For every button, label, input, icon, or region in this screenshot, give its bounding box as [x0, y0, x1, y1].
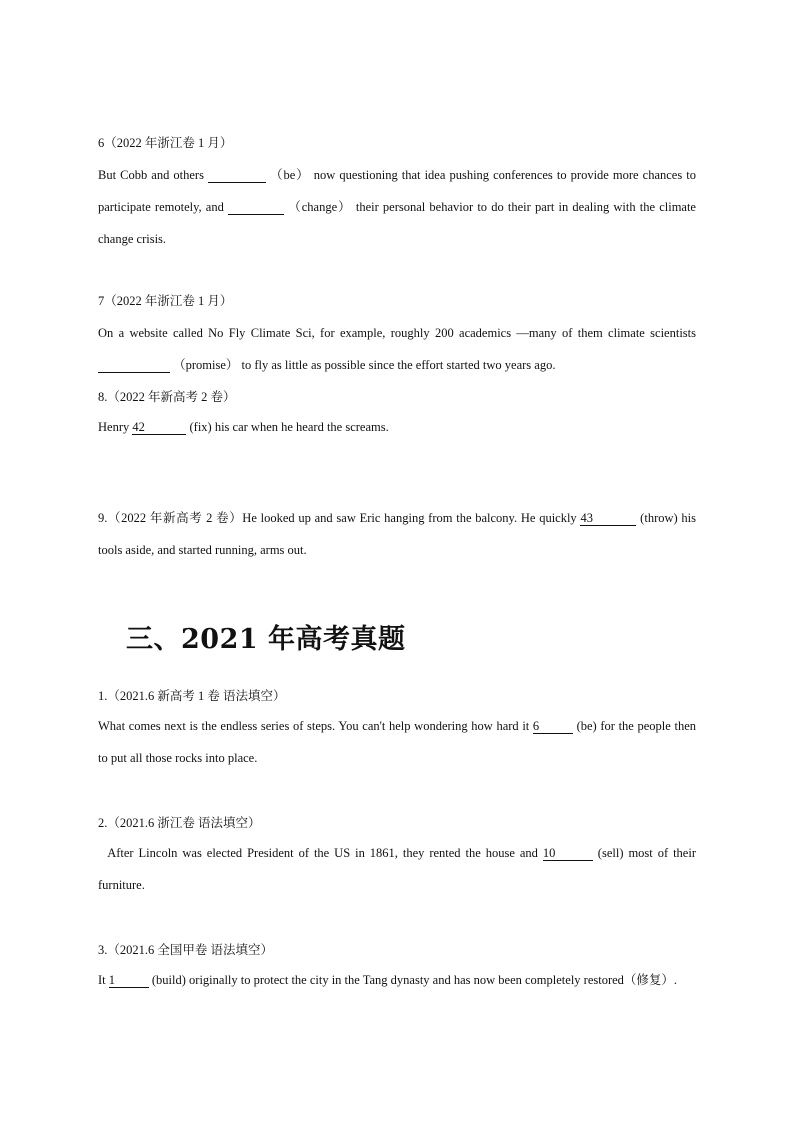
question-8-header: 8.（2022 年新高考 2 卷）: [98, 390, 236, 404]
question-2021-2-blank-1[interactable]: [543, 846, 593, 861]
question-7-text-1: On a website called No Fly Climate Sci, for example, roughly 200 academics —many of them climate scientists: [98, 326, 696, 340]
question-8-blank-1[interactable]: [132, 420, 186, 435]
question-9-text-2: (throw) his tools aside, and started running, arms out.: [98, 511, 697, 557]
section-title: 三、2021 年高考真题: [126, 624, 406, 655]
question-2021-3-text-2: (build) originally to protect the city in the Tang dynasty and has now been completely restored（修复）.: [148, 973, 678, 987]
question-2021-2: [98, 813, 696, 901]
question-9-text: [98, 502, 696, 566]
question-8-blank-1-value: 42: [132, 420, 145, 434]
question-2021-3: [98, 940, 696, 996]
question-9-blank-1[interactable]: [580, 511, 636, 526]
question-8-text-2: (fix) his car when he heard the screams.: [186, 420, 389, 434]
question-6-text: [98, 159, 696, 255]
question-7-text: [98, 317, 696, 381]
question-8-text: [98, 411, 696, 443]
question-6-header: 6（2022 年浙江卷 1 月）: [98, 136, 233, 150]
question-2021-3-text-1: It: [98, 973, 109, 987]
question-2021-1-text-2: (be) for the people then to put all those rocks into place.: [98, 719, 696, 765]
question-2021-2-text-1: After Lincoln was elected President of the US in 1861, they rented the house and: [98, 846, 543, 860]
question-2021-3-text: [98, 964, 696, 996]
question-9: [98, 502, 696, 566]
question-2021-3-blank-1-value: 1: [108, 973, 116, 987]
question-6-text-2: （be） now questioning that idea pushing conferences to provide more chances to participate remotely, and: [98, 168, 696, 214]
question-2021-3-header: 3.（2021.6 全国甲卷 语法填空）: [98, 943, 274, 957]
question-2021-1-text: [98, 710, 696, 774]
question-2021-1-blank-1[interactable]: [533, 719, 573, 734]
question-9-blank-1-value: 43: [580, 511, 593, 525]
question-6-text-3: （change） their personal behavior to do their part in dealing with the climate change crisis.: [98, 200, 696, 246]
question-6: [98, 133, 696, 255]
question-7: [98, 291, 696, 381]
question-2021-2-text-2: (sell) most of their furniture.: [98, 846, 696, 892]
question-6-blank-2[interactable]: [228, 200, 284, 215]
question-2021-2-text: [98, 837, 696, 901]
question-2021-2-blank-1-value: 10: [542, 846, 556, 860]
question-2021-1-blank-1-value: 6: [532, 719, 540, 733]
question-6-blank-1[interactable]: [208, 168, 266, 183]
question-2021-1: [98, 686, 696, 774]
question-2021-2-header: 2.（2021.6 浙江卷 语法填空）: [98, 816, 261, 830]
question-7-text-2: （promise） to fly as little as possible since the effort started two years ago.: [170, 358, 556, 372]
question-2021-3-blank-1[interactable]: [109, 973, 149, 988]
question-6-text-1: But Cobb and others: [98, 168, 209, 182]
question-2021-1-text-1: What comes next is the endless series of steps. You can't help wondering how hard it: [98, 719, 533, 733]
question-7-blank-1[interactable]: [98, 358, 170, 373]
question-8: [98, 387, 696, 443]
question-9-text-1: 9.（2022 年新高考 2 卷）He looked up and saw Eric hanging from the balcony. He quickly: [98, 511, 581, 525]
question-2021-1-header: 1.（2021.6 新高考 1 卷 语法填空）: [98, 689, 286, 703]
question-8-text-1: Henry: [98, 420, 133, 434]
question-7-header: 7（2022 年浙江卷 1 月）: [98, 294, 233, 308]
